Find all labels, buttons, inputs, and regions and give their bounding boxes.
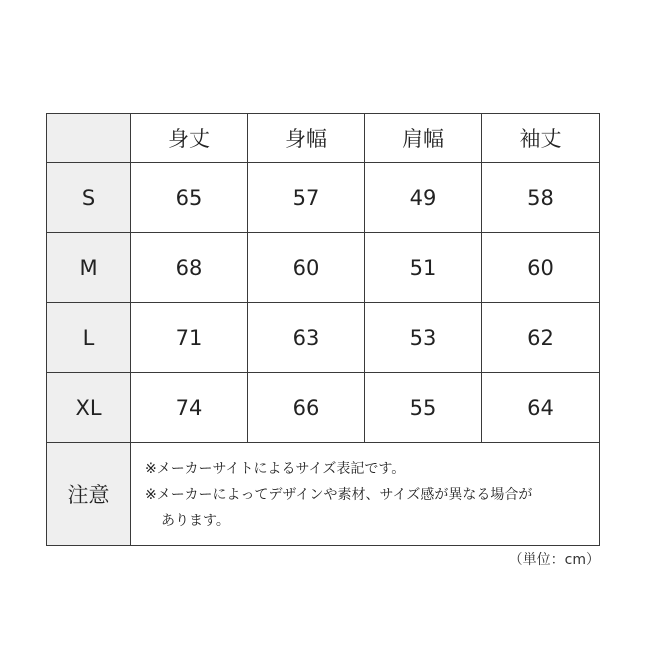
table-row — [47, 233, 600, 303]
column-header: 袖丈 — [482, 114, 600, 163]
table-cell: 65 — [131, 163, 248, 233]
column-header: 肩幅 — [365, 114, 482, 163]
table-cell: 63 — [248, 303, 365, 373]
size-label: S — [47, 163, 131, 233]
table-cell: 58 — [482, 163, 600, 233]
table-cell: 60 — [482, 233, 600, 303]
note-line: ※メーカーサイトによるサイズ表記です。 — [145, 461, 406, 477]
notes-label: 注意 — [47, 443, 131, 546]
column-header: 身幅 — [248, 114, 365, 163]
unit-label: （単位：cm） — [508, 552, 600, 568]
table-cell: 49 — [365, 163, 482, 233]
note-line: あります。 — [161, 513, 230, 529]
table-cell: 62 — [482, 303, 600, 373]
note-line: ※メーカーによってデザインや素材、サイズ感が異なる場合が — [145, 487, 533, 503]
size-label: L — [47, 303, 131, 373]
table-cell: 53 — [365, 303, 482, 373]
header-row — [47, 114, 600, 163]
table-cell: 66 — [248, 373, 365, 443]
size-chart-table — [46, 113, 600, 546]
size-label: M — [47, 233, 131, 303]
notes-row — [47, 443, 600, 546]
table-row — [47, 373, 600, 443]
table-row — [47, 303, 600, 373]
column-header: 身丈 — [131, 114, 248, 163]
size-label: XL — [47, 373, 131, 443]
table-cell: 74 — [131, 373, 248, 443]
table-cell: 55 — [365, 373, 482, 443]
table-cell: 60 — [248, 233, 365, 303]
table-cell: 71 — [131, 303, 248, 373]
table-cell: 51 — [365, 233, 482, 303]
table-row — [47, 163, 600, 233]
table-cell: 57 — [248, 163, 365, 233]
table-cell: 64 — [482, 373, 600, 443]
table-cell: 68 — [131, 233, 248, 303]
notes-cell — [131, 443, 600, 546]
corner-cell — [47, 114, 131, 163]
